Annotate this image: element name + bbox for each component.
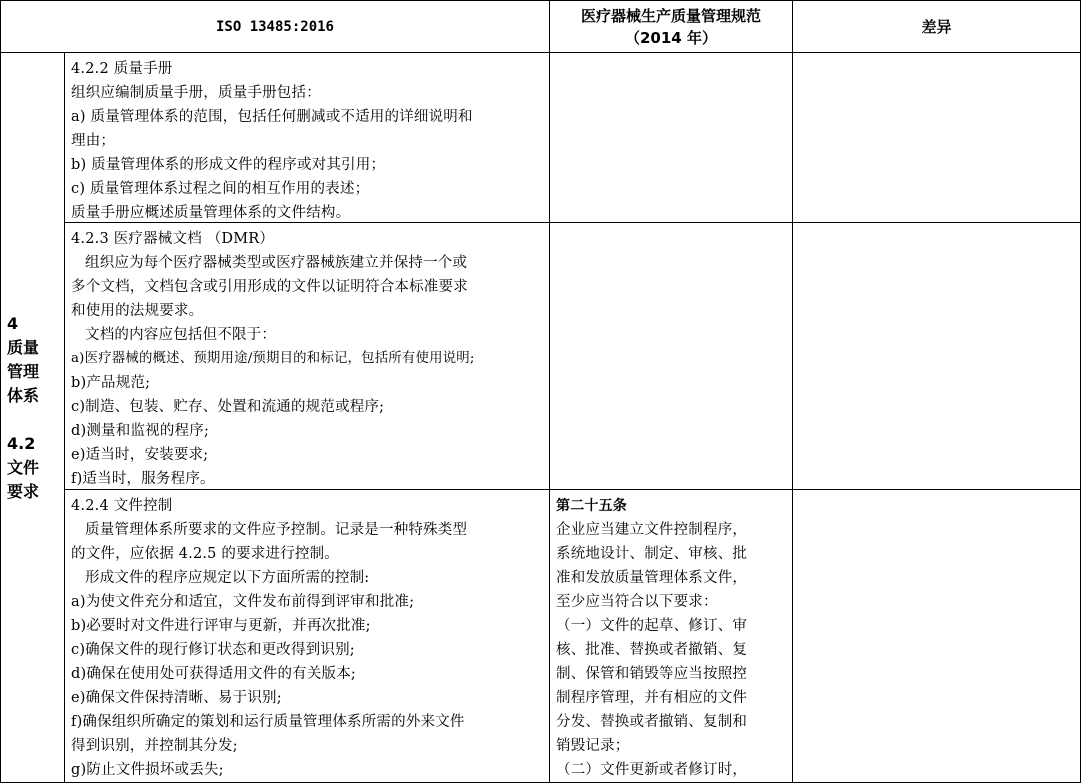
row3-iso-line: f)确保组织所确定的策划和运行质量管理体系所需的外来文件 (71, 714, 465, 730)
row2-iso-line: c)制造、包装、贮存、处置和流通的规范或程序; (71, 399, 385, 415)
row2-gmp (549, 222, 793, 490)
gmp-line: （一）文件的起草、修订、审 (556, 618, 748, 634)
row1-diff (792, 52, 1081, 223)
row3-iso-line: d)确保在使用处可获得适用文件的有关版本; (71, 666, 357, 682)
section-l4: 体系 (7, 385, 40, 405)
gmp-line: 核、批准、替换或者撤销、复 (556, 642, 748, 658)
row3-diff (792, 489, 1081, 783)
row3-iso-line: 4.2.4 文件控制 (71, 498, 173, 514)
row2-iso-line: d)测量和监视的程序; (71, 423, 210, 439)
row2-iso-line: 多个文档，文档包含或引用形成的文件以证明符合本标准要求 (71, 279, 468, 295)
row3-iso-line: a)为使文件充分和适宜，文件发布前得到评审和批准; (71, 594, 415, 610)
row3-iso-line: 质量管理体系所要求的文件应予控制。记录是一种特殊类型 (85, 522, 468, 538)
header-gmp (549, 0, 793, 53)
row3-iso-line: c)确保文件的现行修订状态和更改得到识别; (71, 642, 355, 658)
row2-diff (792, 222, 1081, 490)
row3-iso-line: b)必要时对文件进行评审与更新，并再次批准; (71, 618, 371, 634)
row2-iso-line: e)适当时，安装要求; (71, 447, 209, 463)
section-l5: 4.2 (7, 433, 36, 453)
row1-iso (64, 52, 550, 223)
gmp-line: （二）文件更新或者修订时， (556, 762, 748, 778)
gmp-line: 制、保管和销毁等应当按照控 (556, 666, 748, 682)
gmp-line: 企业应当建立文件控制程序， (556, 522, 748, 538)
gmp-line: 分发、替换或者撤销、复制和 (556, 714, 748, 730)
row3-iso-line: 形成文件的程序应规定以下方面所需的控制: (85, 570, 370, 586)
row1-iso-line: a) 质量管理体系的范围，包括任何删减或不适用的详细说明和 (71, 109, 473, 125)
section-l7: 要求 (7, 481, 40, 501)
row2-iso-line: f)适当时，服务程序。 (71, 471, 215, 487)
row2-iso-line: 和使用的法规要求。 (71, 303, 204, 319)
section-l1: 4 (7, 313, 19, 333)
section-cell (0, 52, 65, 783)
gmp-line: 至少应当符合以下要求： (556, 594, 718, 610)
row3-iso-line: 的文件，应依据 4.2.5 的要求进行控制。 (71, 546, 340, 562)
row2-iso-line: 文档的内容应包括但不限于： (85, 327, 277, 343)
row1-iso-line: 理由； (71, 133, 116, 149)
section-label (7, 312, 39, 504)
header-iso-label: ISO 13485:2016 (215, 18, 334, 35)
section-l6: 文件 (7, 457, 40, 477)
row2-iso-line: a)医疗器械的概述、预期用途/预期目的和标记，包括所有使用说明; (71, 351, 475, 366)
header-gmp-line1: 医疗器械生产质量管理规范 (580, 6, 761, 25)
row3-iso-line: e)确保文件保持清晰、易于识别; (71, 690, 282, 706)
gmp-line: 销毁记录； (556, 738, 630, 754)
row2-iso-line: b)产品规范; (71, 375, 151, 391)
header-diff-label: 差异 (921, 17, 952, 36)
row1-iso-line: 组织应编制质量手册，质量手册包括： (71, 85, 321, 101)
row2-iso (64, 222, 550, 490)
row3-iso-line: g)防止文件损坏或丢失; (71, 762, 224, 778)
row1-gmp (549, 52, 793, 223)
gmp-line: 系统地设计、制定、审核、批 (556, 546, 748, 562)
row1-iso-line: 4.2.2 质量手册 (71, 61, 173, 77)
section-l2: 质量 (7, 337, 40, 357)
row3-iso (64, 489, 550, 783)
header-iso (0, 0, 550, 53)
header-diff (792, 0, 1081, 53)
row3-gmp (549, 489, 793, 783)
row3-iso-line: 得到识别，并控制其分发; (71, 738, 238, 754)
section-l3: 管理 (7, 361, 40, 381)
gmp-article-title: 第二十五条 (556, 498, 627, 514)
row1-iso-line: b) 质量管理体系的形成文件的程序或对其引用； (71, 157, 386, 173)
row1-iso-line: 质量手册应概述质量管理体系的文件结构。 (71, 205, 351, 221)
gmp-line: 准和发放质量管理体系文件， (556, 570, 748, 586)
row2-iso-line: 4.2.3 医疗器械文档 （DMR） (71, 231, 275, 247)
gmp-line: 制程序管理，并有相应的文件 (556, 690, 748, 706)
row1-iso-line: c) 质量管理体系过程之间的相互作用的表述； (71, 181, 370, 197)
header-gmp-line2: （2014 年） (625, 28, 717, 47)
row2-iso-line: 组织应为每个医疗器械类型或医疗器械族建立并保持一个或 (85, 255, 468, 271)
